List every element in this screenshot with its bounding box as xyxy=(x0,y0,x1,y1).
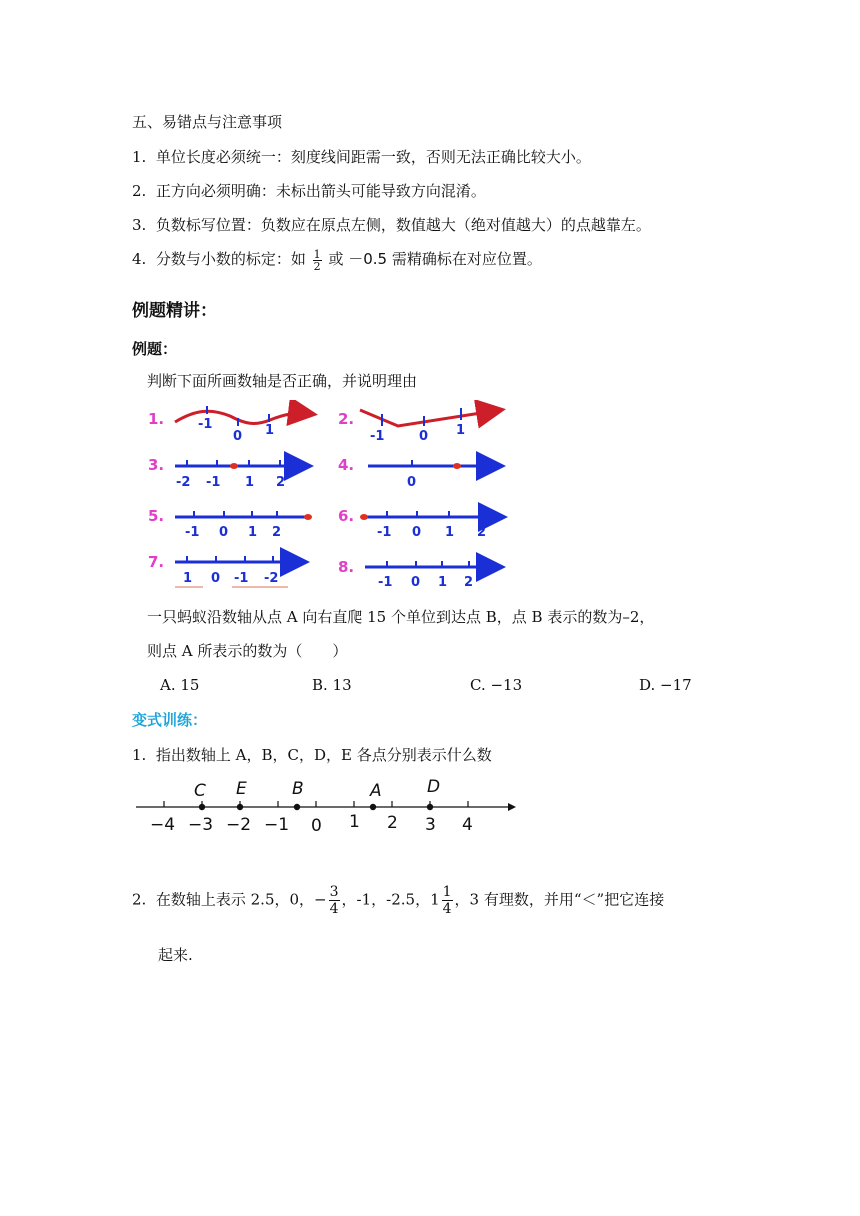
point-label: C xyxy=(194,781,206,801)
list-item xyxy=(132,180,486,201)
item-number: 3. xyxy=(132,216,147,234)
fraction: $\frac{1}{4}$ xyxy=(442,884,452,917)
tick-label: 0 xyxy=(412,525,422,540)
decimal-value: －0.5 xyxy=(348,250,388,268)
tick-label: -1 xyxy=(198,417,213,432)
option-b: B. 13 xyxy=(312,676,352,694)
figure-label-7: 7. xyxy=(148,553,165,571)
item-text: 或 xyxy=(328,250,344,268)
figure-label-5: 5. xyxy=(148,507,165,525)
item-number: 1. xyxy=(132,148,147,166)
tick-label: 0 xyxy=(411,575,421,590)
point-label: E xyxy=(236,779,247,799)
tick-label: -2 xyxy=(264,571,279,586)
point-b xyxy=(294,804,300,810)
tick-label: 2 xyxy=(477,525,487,540)
point-d xyxy=(427,804,433,810)
point-dot xyxy=(453,463,461,469)
tick-label: -1 xyxy=(370,429,385,444)
tick-label: 1 xyxy=(438,575,448,590)
tick-label: 0 xyxy=(219,525,229,540)
figure-label-4: 4. xyxy=(338,456,355,474)
item-text: 在数轴上表示 2.5，0，− xyxy=(155,890,327,909)
tick-label: 3 xyxy=(425,815,436,835)
option-a: A. 15 xyxy=(160,676,200,694)
question-text: 判断下面所画数轴是否正确，并说明理由 xyxy=(147,372,418,390)
tick-label: 1 xyxy=(183,571,193,586)
tick-label: 1 xyxy=(456,423,466,438)
number-lines-figure xyxy=(140,400,520,595)
origin-dot xyxy=(230,463,238,469)
list-item xyxy=(132,146,591,167)
tick-label: -1 xyxy=(234,571,249,586)
axis-line-1 xyxy=(175,411,312,423)
question-text: 一只蚂蚁沿数轴从点 A 向右直爬 15 个单位到达点 B，点 B 表示的数为–2， xyxy=(147,608,655,626)
tick-label: 0 xyxy=(419,429,429,444)
tick-label: 0 xyxy=(407,475,417,490)
tick-label: -1 xyxy=(185,525,200,540)
tick-label: -1 xyxy=(377,525,392,540)
point-a xyxy=(370,804,376,810)
list-item xyxy=(132,744,492,765)
examples-heading: 例题精讲： xyxy=(132,301,217,321)
item-text: 分数与小数的标定：如 xyxy=(155,250,306,268)
list-item xyxy=(132,248,542,272)
item-text: 指出数轴上 A，B，C，D，E 各点分别表示什么数 xyxy=(155,746,492,764)
point-c xyxy=(199,804,205,810)
item-text: 负数标写位置：负数应在原点左侧，数值越大（绝对值越大）的点越靠左。 xyxy=(155,216,651,234)
tick-label: −3 xyxy=(188,815,214,835)
item-number: 2. xyxy=(132,182,147,200)
tick-label: 2 xyxy=(387,813,398,833)
figure-label-8: 8. xyxy=(338,558,355,576)
variant-heading: 变式训练： xyxy=(132,711,208,729)
list-item xyxy=(132,214,651,235)
tick-label: −1 xyxy=(264,815,290,835)
list-item xyxy=(132,884,664,917)
tick-label: 2 xyxy=(276,475,286,490)
number-line xyxy=(130,772,530,838)
tick-label: 1 xyxy=(248,525,258,540)
tick-label: 4 xyxy=(462,815,473,835)
tick-label: 2 xyxy=(272,525,282,540)
tick-label: −4 xyxy=(150,815,176,835)
tick-label: 0 xyxy=(211,571,221,586)
tick-label: −2 xyxy=(226,815,252,835)
figure-label-6: 6. xyxy=(338,507,355,525)
tick-label: -1 xyxy=(206,475,221,490)
figure-label-1: 1. xyxy=(148,410,165,428)
option-d: D. −17 xyxy=(639,676,692,694)
item-text: 需精确标在对应位置。 xyxy=(391,250,542,268)
axis-arrow xyxy=(508,803,516,811)
tick-label: 1 xyxy=(265,423,275,438)
point-label: A xyxy=(370,781,382,801)
section-title: 五、易错点与注意事项 xyxy=(132,113,283,131)
point-label: D xyxy=(427,777,441,797)
tick-label: 0 xyxy=(233,429,243,444)
tick-label: 1 xyxy=(445,525,455,540)
item-text: 正方向必须明确：未标出箭头可能导致方向混淆。 xyxy=(155,182,486,200)
tick-label: -1 xyxy=(378,575,393,590)
tick-label: 2 xyxy=(464,575,474,590)
fraction: $\frac{3}{4}$ xyxy=(329,884,339,917)
question-text: 则点 A 所表示的数为（ ） xyxy=(147,642,348,660)
point-e xyxy=(237,804,243,810)
item-number: 4. xyxy=(132,250,147,268)
item-number: 2. xyxy=(132,890,147,909)
example-subheading: 例题： xyxy=(132,340,178,358)
item-text: 单位长度必须统一：刻度线间距需一致，否则无法正确比较大小。 xyxy=(155,148,591,166)
tick-label: 0 xyxy=(311,816,322,836)
fraction: $\frac{1}{2}$ xyxy=(313,247,321,273)
tick-label: -2 xyxy=(176,475,191,490)
tick-label: 1 xyxy=(245,475,255,490)
item-text: ，3 有理数，并用“＜”把它连接 xyxy=(454,890,665,909)
option-c: C. −13 xyxy=(470,676,523,694)
item-number: 1. xyxy=(132,746,147,764)
item-text-continued: 起来. xyxy=(158,946,193,964)
item-text: ，-1，-2.5，1 xyxy=(341,890,440,909)
figure-label-3: 3. xyxy=(148,456,165,474)
point-label: B xyxy=(292,779,304,799)
figure-label-2: 2. xyxy=(338,410,355,428)
tick-label: 1 xyxy=(349,812,360,832)
